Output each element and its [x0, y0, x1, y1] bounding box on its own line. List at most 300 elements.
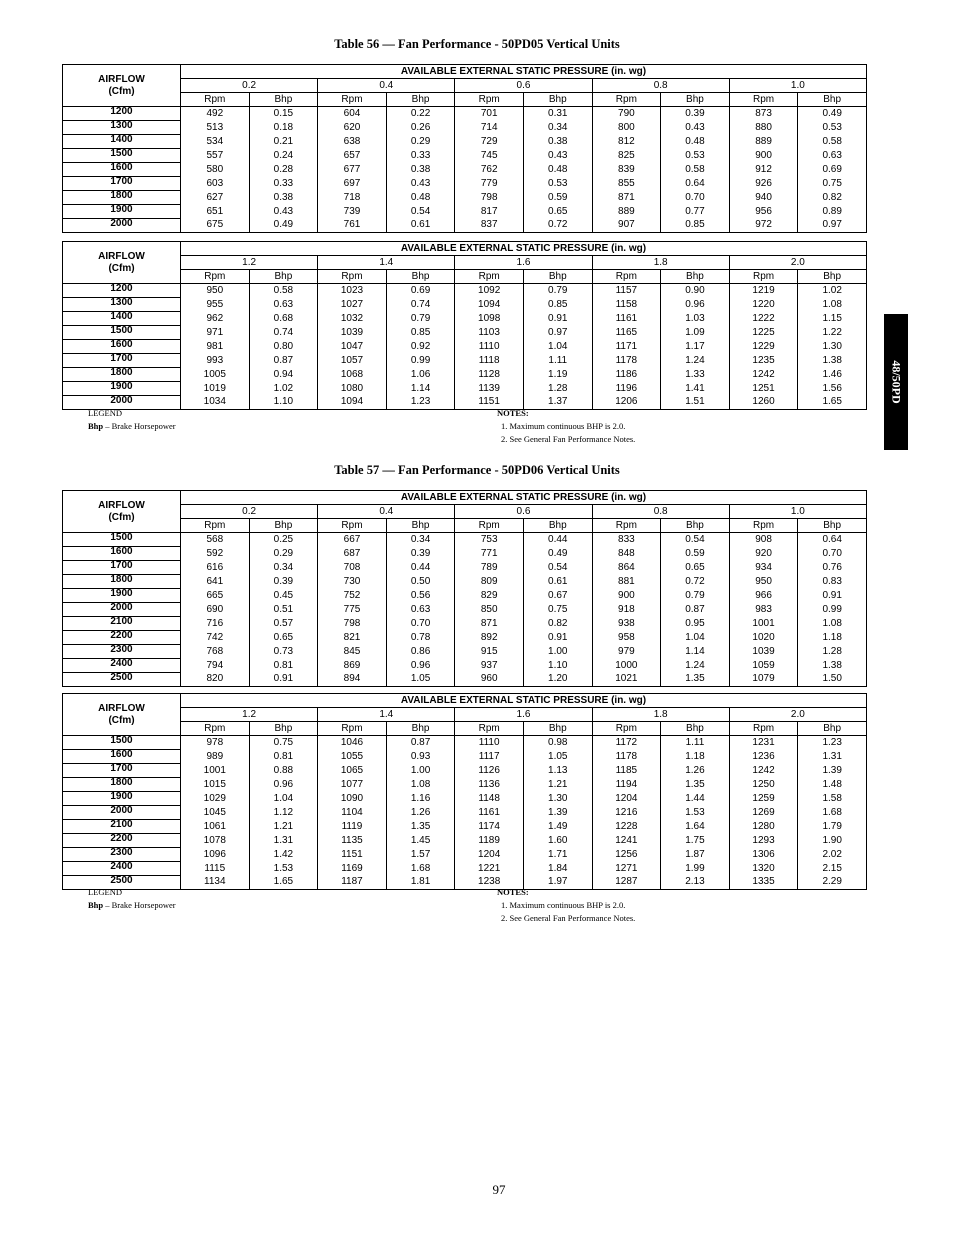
rpm-cell: 762 — [455, 163, 524, 177]
notes — [497, 886, 635, 925]
note-item: 2. See General Fan Performance Notes. — [501, 434, 636, 444]
bhp-cell: 0.70 — [386, 617, 455, 631]
rpm-cell: 616 — [181, 561, 250, 575]
airflow-header — [63, 242, 181, 284]
pressure-column-header: 0.2 — [181, 79, 318, 93]
airflow-cell: 2100 — [63, 820, 181, 834]
bhp-cell: 1.79 — [798, 820, 867, 834]
rpm-cell: 950 — [181, 284, 250, 298]
bhp-cell: 1.39 — [798, 764, 867, 778]
rpm-cell: 1019 — [181, 382, 250, 396]
bhp-cell: 0.75 — [249, 736, 318, 750]
bhp-cell: 1.53 — [661, 806, 730, 820]
table-row — [63, 792, 867, 806]
rpm-cell: 1092 — [455, 284, 524, 298]
bhp-cell: 1.08 — [798, 298, 867, 312]
table-row — [63, 673, 867, 687]
bhp-cell: 1.41 — [661, 382, 730, 396]
rpm-column-header: Rpm — [729, 93, 798, 107]
fan-performance-table — [62, 693, 867, 890]
bhp-cell: 0.18 — [249, 121, 318, 135]
rpm-cell: 1219 — [729, 284, 798, 298]
bhp-cell: 0.82 — [523, 617, 592, 631]
bhp-cell: 1.13 — [523, 764, 592, 778]
rpm-cell: 1169 — [318, 862, 387, 876]
bhp-cell: 0.48 — [386, 191, 455, 205]
bhp-cell: 1.16 — [386, 792, 455, 806]
pressure-column-header: 0.8 — [592, 79, 729, 93]
bhp-cell: 0.79 — [523, 284, 592, 298]
rpm-cell: 962 — [181, 312, 250, 326]
bhp-cell: 1.00 — [523, 645, 592, 659]
rpm-cell: 966 — [729, 589, 798, 603]
rpm-column-header: Rpm — [592, 519, 661, 533]
rpm-cell: 1280 — [729, 820, 798, 834]
rpm-cell: 1260 — [729, 396, 798, 410]
airflow-cell: 2400 — [63, 659, 181, 673]
rpm-cell: 820 — [181, 673, 250, 687]
airflow-cell: 1500 — [63, 736, 181, 750]
legend-entry — [88, 899, 176, 912]
bhp-cell: 1.99 — [661, 862, 730, 876]
rpm-cell: 1080 — [318, 382, 387, 396]
airflow-cell: 1700 — [63, 561, 181, 575]
airflow-cell: 2000 — [63, 603, 181, 617]
bhp-cell: 0.81 — [249, 750, 318, 764]
bhp-cell: 1.21 — [249, 820, 318, 834]
bhp-cell: 0.99 — [798, 603, 867, 617]
bhp-cell: 1.35 — [661, 673, 730, 687]
rpm-cell: 677 — [318, 163, 387, 177]
bhp-column-header: Bhp — [523, 93, 592, 107]
airflow-cell: 1900 — [63, 792, 181, 806]
airflow-header — [63, 65, 181, 107]
bhp-cell: 0.38 — [249, 191, 318, 205]
airflow-cell: 1600 — [63, 340, 181, 354]
rpm-cell: 1229 — [729, 340, 798, 354]
legend-sep: – — [105, 421, 110, 431]
bhp-cell: 1.08 — [798, 617, 867, 631]
table-row — [63, 205, 867, 219]
rpm-cell: 848 — [592, 547, 661, 561]
table-row — [63, 659, 867, 673]
bhp-cell: 0.98 — [523, 736, 592, 750]
pressure-column-header: 1.2 — [181, 708, 318, 722]
airflow-label: AIRFLOW — [98, 250, 145, 262]
bhp-cell: 0.64 — [661, 177, 730, 191]
airflow-unit: (Cfm) — [108, 262, 135, 274]
bhp-cell: 0.92 — [386, 340, 455, 354]
airflow-cell: 1600 — [63, 750, 181, 764]
bhp-cell: 1.26 — [661, 764, 730, 778]
bhp-cell: 0.72 — [661, 575, 730, 589]
rpm-cell: 1000 — [592, 659, 661, 673]
bhp-cell: 1.05 — [386, 673, 455, 687]
table-row — [63, 603, 867, 617]
rpm-cell: 1061 — [181, 820, 250, 834]
bhp-cell: 1.48 — [798, 778, 867, 792]
rpm-cell: 761 — [318, 219, 387, 233]
airflow-label: AIRFLOW — [98, 702, 145, 714]
rpm-cell: 1171 — [592, 340, 661, 354]
bhp-cell: 1.30 — [798, 340, 867, 354]
rpm-column-header: Rpm — [181, 519, 250, 533]
bhp-cell: 0.44 — [523, 533, 592, 547]
rpm-cell: 1269 — [729, 806, 798, 820]
rpm-cell: 620 — [318, 121, 387, 135]
bhp-cell: 0.91 — [798, 589, 867, 603]
table-row — [63, 354, 867, 368]
rpm-cell: 1320 — [729, 862, 798, 876]
bhp-cell: 0.85 — [661, 219, 730, 233]
pressure-column-header: 1.8 — [592, 708, 729, 722]
rpm-cell: 742 — [181, 631, 250, 645]
airflow-cell: 1300 — [63, 121, 181, 135]
rpm-cell: 1250 — [729, 778, 798, 792]
bhp-cell: 0.76 — [798, 561, 867, 575]
table-row — [63, 736, 867, 750]
rpm-cell: 1235 — [729, 354, 798, 368]
bhp-cell: 0.81 — [249, 659, 318, 673]
rpm-cell: 1039 — [729, 645, 798, 659]
rpm-cell: 940 — [729, 191, 798, 205]
note-item: 1. Maximum continuous BHP is 2.0. — [501, 421, 626, 431]
table-row — [63, 561, 867, 575]
static-pressure-header: AVAILABLE EXTERNAL STATIC PRESSURE (in. wg) — [181, 65, 867, 79]
rpm-cell: 708 — [318, 561, 387, 575]
bhp-cell: 0.96 — [249, 778, 318, 792]
bhp-cell: 0.63 — [798, 149, 867, 163]
legend-sep: – — [105, 900, 110, 910]
bhp-cell: 1.08 — [386, 778, 455, 792]
rpm-cell: 690 — [181, 603, 250, 617]
static-pressure-header: AVAILABLE EXTERNAL STATIC PRESSURE (in. wg) — [181, 491, 867, 505]
bhp-cell: 0.48 — [523, 163, 592, 177]
rpm-cell: 790 — [592, 107, 661, 121]
rpm-cell: 1271 — [592, 862, 661, 876]
rpm-cell: 641 — [181, 575, 250, 589]
airflow-cell: 2100 — [63, 617, 181, 631]
bhp-cell: 0.57 — [249, 617, 318, 631]
airflow-header — [63, 694, 181, 736]
rpm-cell: 907 — [592, 219, 661, 233]
bhp-cell: 0.99 — [386, 354, 455, 368]
legend — [88, 407, 176, 433]
rpm-cell: 557 — [181, 149, 250, 163]
rpm-cell: 1228 — [592, 820, 661, 834]
rpm-cell: 697 — [318, 177, 387, 191]
bhp-cell: 0.85 — [386, 326, 455, 340]
bhp-cell: 0.43 — [523, 149, 592, 163]
bhp-cell: 0.63 — [249, 298, 318, 312]
bhp-cell: 1.42 — [249, 848, 318, 862]
rpm-cell: 1242 — [729, 368, 798, 382]
bhp-cell: 1.03 — [661, 312, 730, 326]
rpm-cell: 1172 — [592, 736, 661, 750]
bhp-cell: 1.04 — [249, 792, 318, 806]
bhp-cell: 1.24 — [661, 659, 730, 673]
bhp-cell: 0.68 — [249, 312, 318, 326]
notes-heading: NOTES: — [497, 408, 529, 418]
rpm-cell: 1158 — [592, 298, 661, 312]
bhp-cell: 1.15 — [798, 312, 867, 326]
bhp-cell: 1.87 — [661, 848, 730, 862]
bhp-cell: 0.38 — [523, 135, 592, 149]
pressure-column-header: 1.6 — [455, 256, 592, 270]
rpm-cell: 1032 — [318, 312, 387, 326]
rpm-cell: 1251 — [729, 382, 798, 396]
table-row — [63, 533, 867, 547]
legend — [88, 886, 176, 912]
table-row — [63, 107, 867, 121]
rpm-cell: 794 — [181, 659, 250, 673]
bhp-cell: 1.30 — [523, 792, 592, 806]
rpm-cell: 1115 — [181, 862, 250, 876]
rpm-cell: 1047 — [318, 340, 387, 354]
airflow-cell: 2000 — [63, 219, 181, 233]
rpm-cell: 839 — [592, 163, 661, 177]
airflow-cell: 1700 — [63, 354, 181, 368]
bhp-cell: 0.22 — [386, 107, 455, 121]
bhp-cell: 1.75 — [661, 834, 730, 848]
bhp-column-header: Bhp — [798, 722, 867, 736]
rpm-cell: 889 — [592, 205, 661, 219]
bhp-cell: 0.49 — [798, 107, 867, 121]
bhp-cell: 0.61 — [386, 219, 455, 233]
rpm-cell: 779 — [455, 177, 524, 191]
rpm-cell: 955 — [181, 298, 250, 312]
pressure-column-header: 1.4 — [318, 708, 455, 722]
rpm-cell: 1139 — [455, 382, 524, 396]
bhp-cell: 0.90 — [661, 284, 730, 298]
bhp-cell: 1.02 — [798, 284, 867, 298]
rpm-cell: 871 — [455, 617, 524, 631]
pressure-column-header: 1.0 — [729, 79, 866, 93]
bhp-cell: 0.54 — [523, 561, 592, 575]
rpm-cell: 667 — [318, 533, 387, 547]
table-row — [63, 834, 867, 848]
table-row — [63, 862, 867, 876]
rpm-cell: 993 — [181, 354, 250, 368]
table-row — [63, 177, 867, 191]
pressure-column-header: 1.4 — [318, 256, 455, 270]
legend-abbr: Bhp — [88, 421, 104, 431]
bhp-cell: 0.79 — [661, 589, 730, 603]
static-pressure-header: AVAILABLE EXTERNAL STATIC PRESSURE (in. wg) — [181, 694, 867, 708]
rpm-cell: 1287 — [592, 876, 661, 890]
rpm-cell: 1225 — [729, 326, 798, 340]
bhp-cell: 1.19 — [523, 368, 592, 382]
bhp-cell: 0.75 — [798, 177, 867, 191]
table-row — [63, 340, 867, 354]
bhp-cell: 1.45 — [386, 834, 455, 848]
bhp-cell: 1.53 — [249, 862, 318, 876]
bhp-column-header: Bhp — [661, 93, 730, 107]
legend-abbr: Bhp — [88, 900, 104, 910]
rpm-cell: 1242 — [729, 764, 798, 778]
bhp-cell: 0.64 — [798, 533, 867, 547]
airflow-unit: (Cfm) — [108, 714, 135, 726]
bhp-cell: 1.18 — [661, 750, 730, 764]
bhp-column-header: Bhp — [798, 519, 867, 533]
table-57-title: Table 57 — Fan Performance - 50PD06 Vertical Units — [334, 463, 620, 477]
bhp-cell: 1.65 — [798, 396, 867, 410]
bhp-cell: 2.02 — [798, 848, 867, 862]
table-row — [63, 631, 867, 645]
pressure-column-header: 0.4 — [318, 79, 455, 93]
rpm-cell: 627 — [181, 191, 250, 205]
rpm-cell: 1065 — [318, 764, 387, 778]
rpm-cell: 900 — [592, 589, 661, 603]
rpm-cell: 1068 — [318, 368, 387, 382]
rpm-cell: 812 — [592, 135, 661, 149]
bhp-cell: 0.43 — [661, 121, 730, 135]
airflow-cell: 1800 — [63, 191, 181, 205]
table-row — [63, 876, 867, 890]
side-tab-label: 48/50PD — [889, 360, 904, 404]
table-row — [63, 778, 867, 792]
airflow-cell: 1600 — [63, 547, 181, 561]
rpm-cell: 580 — [181, 163, 250, 177]
rpm-column-header: Rpm — [729, 270, 798, 284]
rpm-cell: 1077 — [318, 778, 387, 792]
page-number: 97 — [492, 1182, 506, 1197]
rpm-cell: 592 — [181, 547, 250, 561]
bhp-cell: 1.23 — [386, 396, 455, 410]
bhp-cell: 0.65 — [661, 561, 730, 575]
bhp-column-header: Bhp — [249, 270, 318, 284]
airflow-cell: 1400 — [63, 135, 181, 149]
bhp-cell: 0.59 — [523, 191, 592, 205]
bhp-cell: 0.88 — [249, 764, 318, 778]
rpm-column-header: Rpm — [181, 93, 250, 107]
bhp-cell: 1.49 — [523, 820, 592, 834]
rpm-cell: 950 — [729, 575, 798, 589]
bhp-cell: 0.82 — [798, 191, 867, 205]
bhp-cell: 0.73 — [249, 645, 318, 659]
bhp-cell: 0.21 — [249, 135, 318, 149]
table-row — [63, 382, 867, 396]
bhp-cell: 1.05 — [523, 750, 592, 764]
rpm-column-header: Rpm — [318, 722, 387, 736]
bhp-cell: 1.31 — [798, 750, 867, 764]
bhp-cell: 2.15 — [798, 862, 867, 876]
airflow-cell: 1700 — [63, 764, 181, 778]
table-row — [63, 589, 867, 603]
bhp-cell: 1.35 — [386, 820, 455, 834]
rpm-cell: 1256 — [592, 848, 661, 862]
airflow-cell: 2000 — [63, 396, 181, 410]
notes — [497, 407, 635, 446]
table-row — [63, 163, 867, 177]
fan-performance-table — [62, 64, 867, 233]
rpm-cell: 809 — [455, 575, 524, 589]
table-row — [63, 848, 867, 862]
pressure-column-header: 0.8 — [592, 505, 729, 519]
bhp-cell: 1.38 — [798, 354, 867, 368]
rpm-cell: 800 — [592, 121, 661, 135]
bhp-cell: 0.61 — [523, 575, 592, 589]
rpm-cell: 1221 — [455, 862, 524, 876]
bhp-cell: 1.68 — [798, 806, 867, 820]
table-row — [63, 298, 867, 312]
rpm-cell: 739 — [318, 205, 387, 219]
bhp-cell: 1.09 — [661, 326, 730, 340]
rpm-cell: 1178 — [592, 354, 661, 368]
rpm-cell: 934 — [729, 561, 798, 575]
section-side-tab — [884, 314, 908, 450]
rpm-cell: 1187 — [318, 876, 387, 890]
bhp-column-header: Bhp — [523, 519, 592, 533]
bhp-cell: 0.53 — [661, 149, 730, 163]
bhp-cell: 0.39 — [661, 107, 730, 121]
note-item: 1. Maximum continuous BHP is 2.0. — [501, 900, 626, 910]
airflow-cell: 2400 — [63, 862, 181, 876]
rpm-cell: 894 — [318, 673, 387, 687]
airflow-cell: 2500 — [63, 673, 181, 687]
airflow-cell: 2300 — [63, 848, 181, 862]
rpm-cell: 869 — [318, 659, 387, 673]
rpm-cell: 1027 — [318, 298, 387, 312]
bhp-column-header: Bhp — [798, 270, 867, 284]
rpm-cell: 798 — [455, 191, 524, 205]
rpm-cell: 920 — [729, 547, 798, 561]
bhp-cell: 2.13 — [661, 876, 730, 890]
rpm-cell: 1206 — [592, 396, 661, 410]
table-row — [63, 750, 867, 764]
bhp-cell: 1.22 — [798, 326, 867, 340]
bhp-cell: 0.91 — [249, 673, 318, 687]
rpm-cell: 1090 — [318, 792, 387, 806]
legend-definition: Brake Horsepower — [111, 421, 176, 431]
bhp-cell: 0.44 — [386, 561, 455, 575]
bhp-cell: 0.78 — [386, 631, 455, 645]
bhp-cell: 1.84 — [523, 862, 592, 876]
rpm-column-header: Rpm — [729, 519, 798, 533]
table-row — [63, 312, 867, 326]
rpm-cell: 900 — [729, 149, 798, 163]
table-row — [63, 617, 867, 631]
airflow-cell: 1900 — [63, 205, 181, 219]
bhp-cell: 1.64 — [661, 820, 730, 834]
rpm-cell: 798 — [318, 617, 387, 631]
rpm-cell: 912 — [729, 163, 798, 177]
rpm-cell: 1059 — [729, 659, 798, 673]
rpm-cell: 768 — [181, 645, 250, 659]
airflow-cell: 1800 — [63, 778, 181, 792]
bhp-cell: 1.68 — [386, 862, 455, 876]
notes-heading: NOTES: — [497, 887, 529, 897]
rpm-cell: 938 — [592, 617, 661, 631]
rpm-cell: 568 — [181, 533, 250, 547]
legend-heading: LEGEND — [88, 887, 122, 897]
rpm-cell: 1136 — [455, 778, 524, 792]
bhp-cell: 0.69 — [386, 284, 455, 298]
bhp-column-header: Bhp — [386, 93, 455, 107]
airflow-cell: 2300 — [63, 645, 181, 659]
bhp-cell: 0.58 — [798, 135, 867, 149]
bhp-cell: 0.58 — [661, 163, 730, 177]
bhp-cell: 1.18 — [798, 631, 867, 645]
bhp-column-header: Bhp — [661, 722, 730, 736]
airflow-cell: 2500 — [63, 876, 181, 890]
bhp-cell: 1.06 — [386, 368, 455, 382]
table-row — [63, 396, 867, 410]
rpm-cell: 1259 — [729, 792, 798, 806]
bhp-column-header: Bhp — [661, 270, 730, 284]
bhp-cell: 1.60 — [523, 834, 592, 848]
rpm-cell: 1118 — [455, 354, 524, 368]
